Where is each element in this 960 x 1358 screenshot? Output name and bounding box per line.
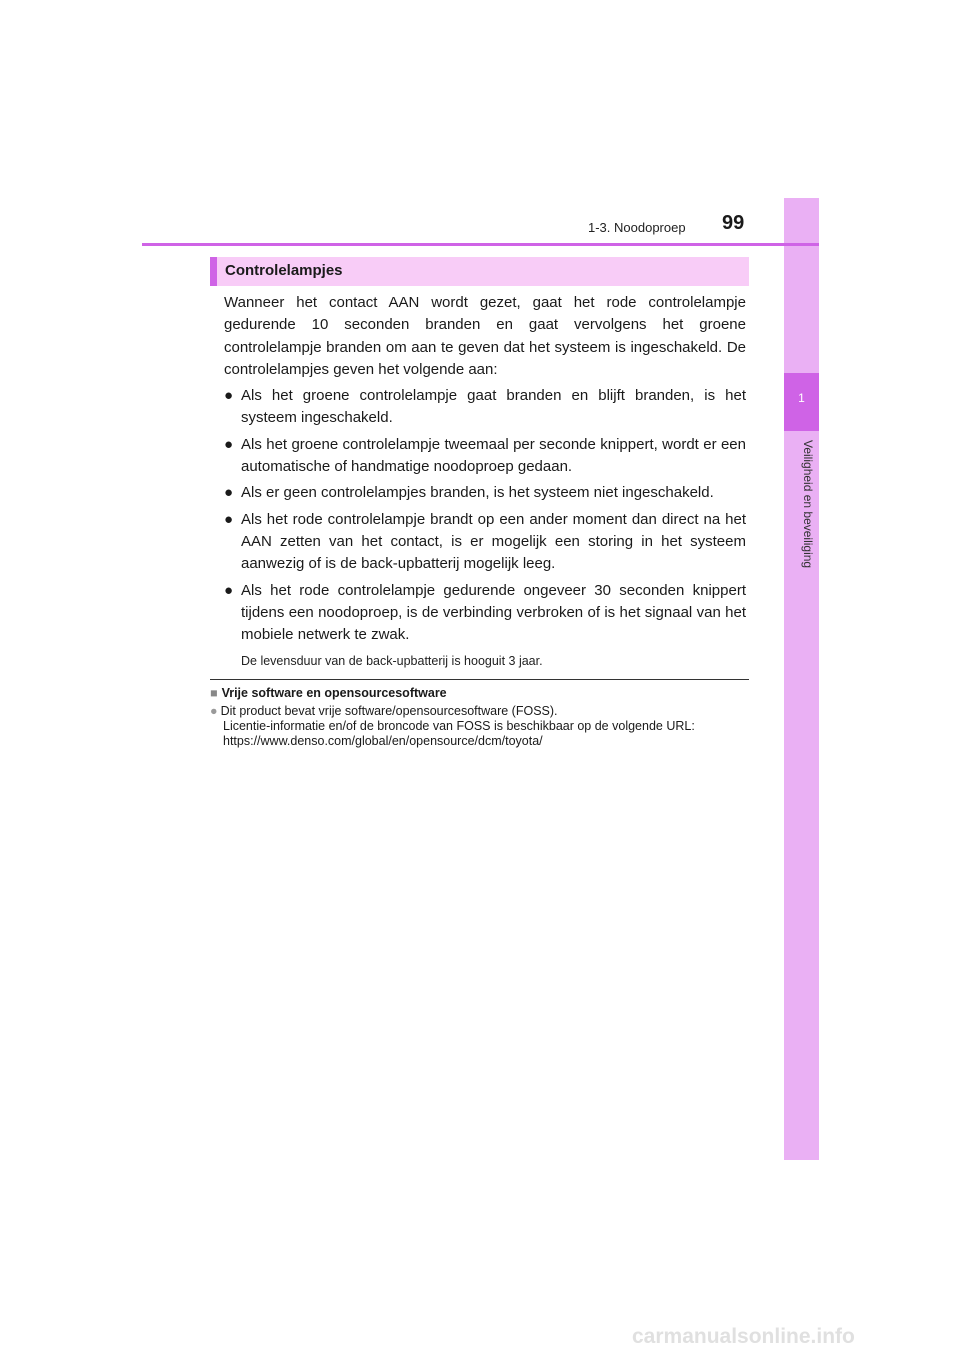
chapter-label: Veiligheid en beveiliging [801,440,815,569]
section-title: 1-3. Noodoproep [588,220,686,235]
side-tab [784,198,819,1160]
header-rule [142,243,819,246]
battery-note: De levensduur van de back-upbatterij is hooguit 3 jaar. [241,654,543,669]
chapter-number: 1 [798,391,805,405]
heading-accent [210,257,217,286]
bullet-icon: ● [224,387,234,405]
intro-paragraph: Wanneer het contact AAN wordt gezet, gaat het rode controlelampje gedurende 10 seconden branden en gaat vervolgens het groene controlelampje branden om aan te geven dat het systeem is ingeschakeld. De controlelampjes geven het volgende aan: [224,294,746,378]
list-item: ● Als het rode controlelampje gedurende ongeveer 30 seconden knippert tijdens een noodoproep, is de verbinding verbroken of is het signaal van het mobiele netwerk te zwak. [224,581,746,644]
square-bullet-icon: ■ [210,686,218,700]
section-heading-bar [210,257,749,286]
software-license-text: Licentie-informatie en/of de broncode van FOSS is beschikbaar op de volgende URL: [223,719,695,734]
page-number: 99 [722,212,745,234]
main-content [224,292,746,673]
bullet-list [224,385,746,646]
list-item: ● Als het rode controlelampje brandt op een ander moment dan direct na het AAN zetten van het contact, is er mogelijk een storing in het systeem aanwezig of is de back-upbatterij mogelijk leeg. [224,510,746,573]
software-heading: ■ Vrije software en opensourcesoftware [210,686,447,700]
software-url[interactable]: https://www.denso.com/global/en/opensource/dcm/toyota/ [223,734,543,749]
software-body [210,704,749,750]
list-item: ● Als er geen controlelampjes branden, is het systeem niet ingeschakeld. [224,482,746,504]
watermark: carmanualsonline.info [632,1325,855,1348]
list-item: ● Als het groene controlelampje tweemaal per seconde knippert, wordt er een automatische of handmatige noodoproep gedaan. [224,435,746,476]
bullet-icon: ● [224,435,234,453]
divider [210,679,749,680]
bullet-icon: ● [224,581,234,599]
section-heading: Controlelampjes [225,262,343,279]
bullet-icon: ● [210,704,218,718]
bullet-icon: ● [224,484,234,502]
bullet-icon: ● [224,510,234,528]
list-item: ● Als het groene controlelampje gaat branden en blijft branden, is het systeem ingeschakeld. [224,387,746,427]
software-line: ● Dit product bevat vrije software/opensourcesoftware (FOSS). [210,704,558,718]
